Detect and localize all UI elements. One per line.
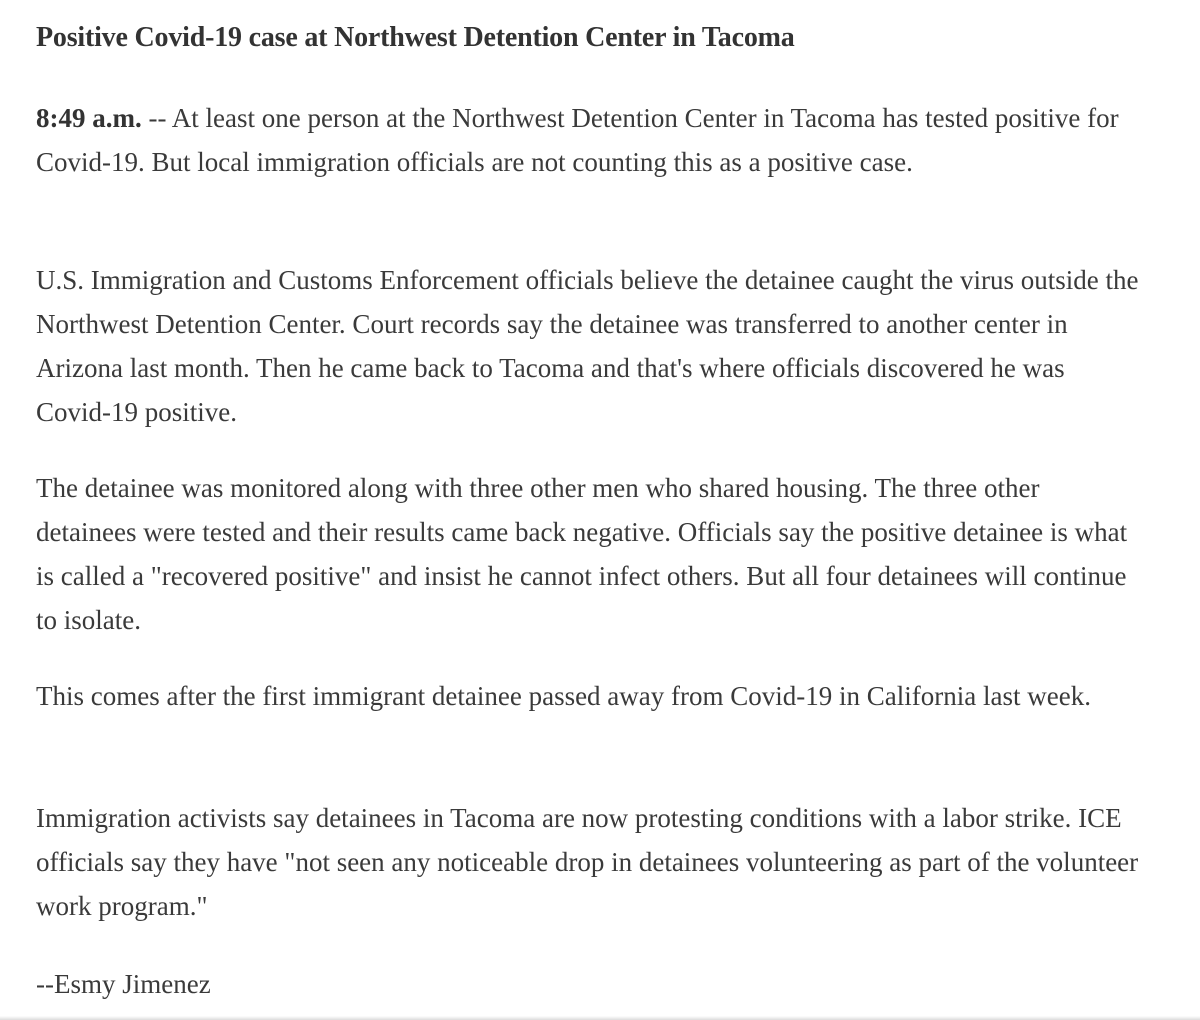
paragraph-timestamped-update: [36, 96, 1146, 184]
paragraph-4: This comes after the first immigrant detainee passed away from Covid-19 in California last week.: [36, 681, 1091, 711]
paragraph-2: U.S. Immigration and Customs Enforcement officials believe the detainee caught the virus outside the Northwest Detention Center. Court records say the detainee was transferred to another center in Arizona last month. Then he came back to Tacoma and that's where officials discovered he was Covid-19 positive.: [36, 265, 1139, 427]
article-byline: --Esmy Jimenez: [36, 969, 211, 999]
update-timestamp: 8:49 a.m.: [36, 103, 142, 133]
article-headline: Positive Covid-19 case at Northwest Detention Center in Tacoma: [36, 22, 795, 53]
paragraph-5: Immigration activists say detainees in Tacoma are now protesting conditions with a labor strike. ICE officials say they have "not seen any noticeable drop in detainees volunteering as part of the volunteer work program.": [36, 803, 1139, 921]
bottom-divider: [0, 1016, 1200, 1020]
paragraph-3: The detainee was monitored along with three other men who shared housing. The three other detainees were tested and their results came back negative. Officials say the positive detainee is what is called a "recovered positive" and insist he cannot infect others. But all four detainees will continue to isolate.: [36, 473, 1128, 635]
paragraph-1-text: -- At least one person at the Northwest Detention Center in Tacoma has tested positive for Covid-19. But local immigration officials are not counting this as a positive case.: [36, 103, 1119, 177]
